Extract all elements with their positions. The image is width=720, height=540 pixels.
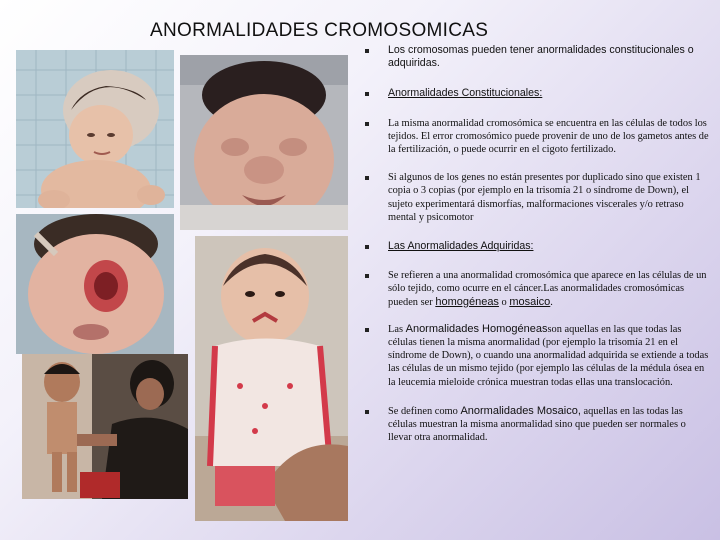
bullet-text: aquellas en las todas las células muestran la misma anormalidad sino que pueden ser normales o llevar otra anormalidad. <box>388 405 686 444</box>
bullet-item <box>362 171 712 224</box>
bullet-text: Las <box>388 323 406 335</box>
bullet-marker <box>365 49 369 53</box>
bullet-text: Si algunos de los genes no están presentes por duplicado sino que existen 1 copia o 3 copias (por ejemplo en la trisomía 21 o síndrome de Down), el sujeto experimentará dismorfías, malformaciones viscerales y/o retraso mental y psicomotor <box>388 172 701 223</box>
bullet-text: Se refieren a una anormalidad cromosómica que aparece en las células de un sólo tejido, como ocurre en el cáncer.Las anormalidades cromosómicas pueden ser <box>388 270 707 308</box>
photo-child-mother <box>22 354 188 499</box>
heading-adquiridas: Las Anormalidades Adquiridas: <box>388 240 534 253</box>
bullet-marker <box>365 328 369 332</box>
bullet-item <box>362 240 712 253</box>
bullet-marker <box>365 176 369 180</box>
photo-infant-3 <box>16 214 174 354</box>
photo-infant-2 <box>180 55 348 230</box>
bullet-text: La misma anormalidad cromosómica se encuentra en las células de todos los tejidos. El error cromosómico puede provenir de uno de los gametos antes de la fertilización, o puede ocurrir en el cigoto fertilizado. <box>388 117 709 156</box>
heading-constitucionales: Anormalidades Constitucionales: <box>388 87 543 100</box>
photo-infant-4 <box>195 236 348 521</box>
bullet-marker <box>365 274 369 278</box>
bullet-item <box>362 117 712 157</box>
bullet-text: Se definen como <box>388 405 461 417</box>
bullet-text-end: . <box>550 296 553 308</box>
link-homogeneas[interactable]: homogéneas <box>435 295 499 308</box>
bullet-item <box>362 269 712 309</box>
bullet-item <box>362 405 712 445</box>
bullet-item <box>362 87 712 100</box>
bullet-text: Los cromosomas pueden tener anormalidades constitucionales o adquiridas. <box>388 44 694 70</box>
bullet-list <box>362 44 712 444</box>
term-mosaico: Anormalidades Mosaico, <box>460 404 581 417</box>
slide-title: ANORMALIDADES CROMOSOMICAS <box>150 20 489 41</box>
photo-infant-1 <box>16 50 174 208</box>
bullet-marker <box>365 92 369 96</box>
bullet-marker <box>365 122 369 126</box>
bullet-text-join: o <box>498 296 510 308</box>
term-homogeneas: Anormalidades Homogéneas <box>405 322 548 335</box>
bullet-item <box>362 323 712 389</box>
bullet-marker <box>365 245 369 249</box>
bullet-marker <box>365 410 369 414</box>
bullet-item <box>362 44 712 70</box>
link-mosaico[interactable]: mosaico <box>509 295 551 308</box>
bullet-text: son aquellas en las que todas las células tienen la misma anormalidad (por ejemplo la trisomía 21 en el síndrome de Down), o cuando una anormalidad adquirida se extiende a todas las células de un mismo tejido (por ejemplo las células de la médula ósea en la leucemia mieloide crónica muestran todas ellas una translocación. <box>388 323 709 388</box>
